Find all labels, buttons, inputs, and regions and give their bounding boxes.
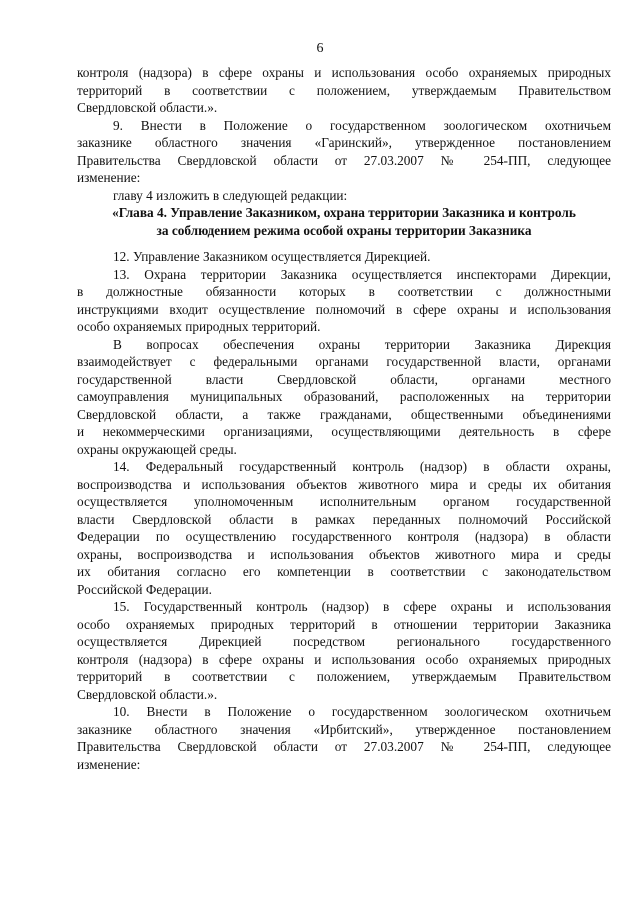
text-line: в должностные обязанности которых в соответствии с должностными xyxy=(77,284,611,299)
text-line: и некоммерческими организациями, осуществляющими деятельность в сфере xyxy=(77,424,611,439)
text-line: Свердловской области, а также гражданами, общественными объединениями xyxy=(77,406,611,422)
text-line: Правительства Свердловской области от 27.03.2007 № 254-ПП, следующее xyxy=(77,152,611,168)
text-line: изменение: xyxy=(77,756,141,772)
text-line: взаимодействует с федеральными органами государственной власти, органами xyxy=(77,354,611,369)
text-line: изменение: xyxy=(77,170,141,185)
text-line: государственной власти Свердловской области, органами местного xyxy=(77,371,611,387)
text-line: 10. Внести в Положение о государственном зоологическом охотничьем xyxy=(113,704,611,719)
text-line: их обитания согласно его компетенции в соответствии с законодательством xyxy=(77,564,611,579)
text-line: 9. Внести в Положение о государственном зоологическом охотничьем xyxy=(113,117,611,133)
text-line: осуществляется уполномоченным исполнительным органом государственной xyxy=(77,494,611,509)
text-line: охраны окружающей среды. xyxy=(77,441,237,457)
text-line: заказнике областного значения «Ирбитский», утвержденное постановлением xyxy=(77,721,611,737)
text-line: Свердловской области.». xyxy=(77,686,218,702)
text-line: 14. Федеральный государственный контроль (надзор) в области охраны, xyxy=(113,459,611,474)
text-line: самоуправления муниципальных образований, расположенных на территории xyxy=(77,389,611,404)
text-line: власти Свердловской области в рамках переданных полномочий Российской xyxy=(77,511,611,527)
page-number: 6 xyxy=(316,41,324,56)
text-line: 13. Охрана территории Заказника осуществляется инспекторами Дирекции, xyxy=(113,266,611,282)
text-line: 12. Управление Заказником осуществляется Дирекцией. xyxy=(113,249,431,264)
text-line: Правительства Свердловской области от 27.03.2007 № 254-ПП, следующее xyxy=(77,739,611,754)
text-line: Федерации по осуществлению государственного контроля (надзора) в области xyxy=(77,529,611,544)
text-line: Свердловской области.». xyxy=(77,100,218,115)
text-line: воспроизводства и использования объектов животного мира и среды их обитания xyxy=(77,476,611,492)
chapter-heading-line: за соблюдением режима особой охраны территории Заказника xyxy=(156,222,532,238)
text-line: территорий в соответствии с положением, утверждаемым Правительством xyxy=(77,669,611,684)
text-line: 15. Государственный контроль (надзор) в сфере охраны и использования xyxy=(113,599,611,614)
text-line: осуществляется Дирекцией посредством регионального государственного xyxy=(77,634,611,649)
text-line: заказнике областного значения «Гаринский», утвержденное постановлением xyxy=(77,135,611,150)
text-line: контроля (надзора) в сфере охраны и использования особо охраняемых природных xyxy=(77,651,611,667)
chapter-heading-line: «Глава 4. Управление Заказником, охрана территории Заказника и контроль xyxy=(112,205,576,220)
document-body xyxy=(77,64,611,773)
text-line: Российской Федерации. xyxy=(77,581,212,597)
text-line: особо охраняемых природных территорий в отношении территории Заказника xyxy=(77,616,611,632)
text-line: охраны, воспроизводства и использования объектов животного мира и среды xyxy=(77,546,611,562)
text-line: главу 4 изложить в следующей редакции: xyxy=(113,187,348,203)
paragraph-gap xyxy=(77,239,611,248)
text-line: контроля (надзора) в сфере охраны и использования особо охраняемых природных xyxy=(77,65,611,80)
text-line: В вопросах обеспечения охраны территории Заказника Дирекция xyxy=(113,336,611,352)
text-line: территорий в соответствии с положением, утверждаемым Правительством xyxy=(77,82,611,98)
text-line: инструкциями входит осуществление полномочий в сфере охраны и использования xyxy=(77,301,611,317)
text-line: особо охраняемых природных территорий. xyxy=(77,319,321,334)
